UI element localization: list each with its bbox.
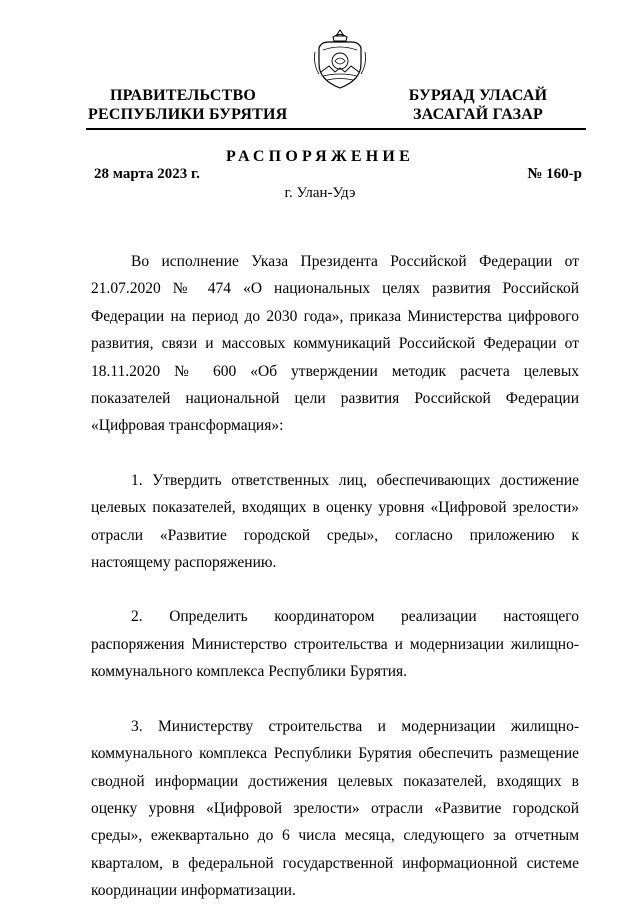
org-left-line-1: ПРАВИТЕЛЬСТВО: [109, 87, 257, 104]
government-name-russian: [88, 86, 288, 124]
coat-of-arms-icon: [311, 28, 369, 90]
document-number: № 160-р: [527, 166, 582, 182]
document-body: [91, 248, 579, 905]
org-left-line-2: РЕСПУБЛИКИ БУРЯТИЯ: [88, 106, 288, 123]
clause-2-paragraph: 2. Определить координатором реализации настоящего распоряжения Министерство строительства и модернизации жилищно-коммунального комплекса Республики Бурятия.: [91, 608, 579, 681]
government-name-buryat: [408, 86, 548, 124]
preamble-paragraph: Во исполнение Указа Президента Российской Федерации от 21.07.2020 № 474 «О национальных целях развития Российской Федерации на период до 2030 года», приказа Министерства цифрового развития, связи и массовых коммуникаций Российской Федерации от 18.11.2020 № 600 «Об утверждении методик расчета целевых показателей национальной цели развития Российской Федерации «Цифровая трансформация»:: [91, 253, 579, 435]
clause-3-paragraph: 3. Министерству строительства и модернизации жилищно-коммунального комплекса Республики Бурятия обеспечить размещение сводной информации достижения целевых показателей, входящих в оценку уровня «Цифровой зрелости» отрасли «Развитие городской среды», ежеквартально до 6 числа месяца, следующего за отчетным кварталом, в федеральной государственной информационной системе координации информатизации.: [91, 717, 579, 900]
clause-1-paragraph: 1. Утвердить ответственных лиц, обеспечивающих достижение целевых показателей, входящих в оценку уровня «Цифровой зрелости» отрасли «Развитие городской среды», согласно приложению к настоящему распоряжению.: [91, 471, 579, 572]
document-date: 28 марта 2023 г.: [94, 166, 200, 182]
org-right-line-1: БУРЯАД УЛАСАЙ: [408, 87, 548, 104]
document-city: г. Улан-Удэ: [284, 185, 356, 201]
org-right-line-2: ЗАСАГАЙ ГАЗАР: [413, 106, 543, 123]
document-type: РАСПОРЯЖЕНИЕ: [226, 148, 414, 165]
header-divider: [86, 128, 586, 130]
